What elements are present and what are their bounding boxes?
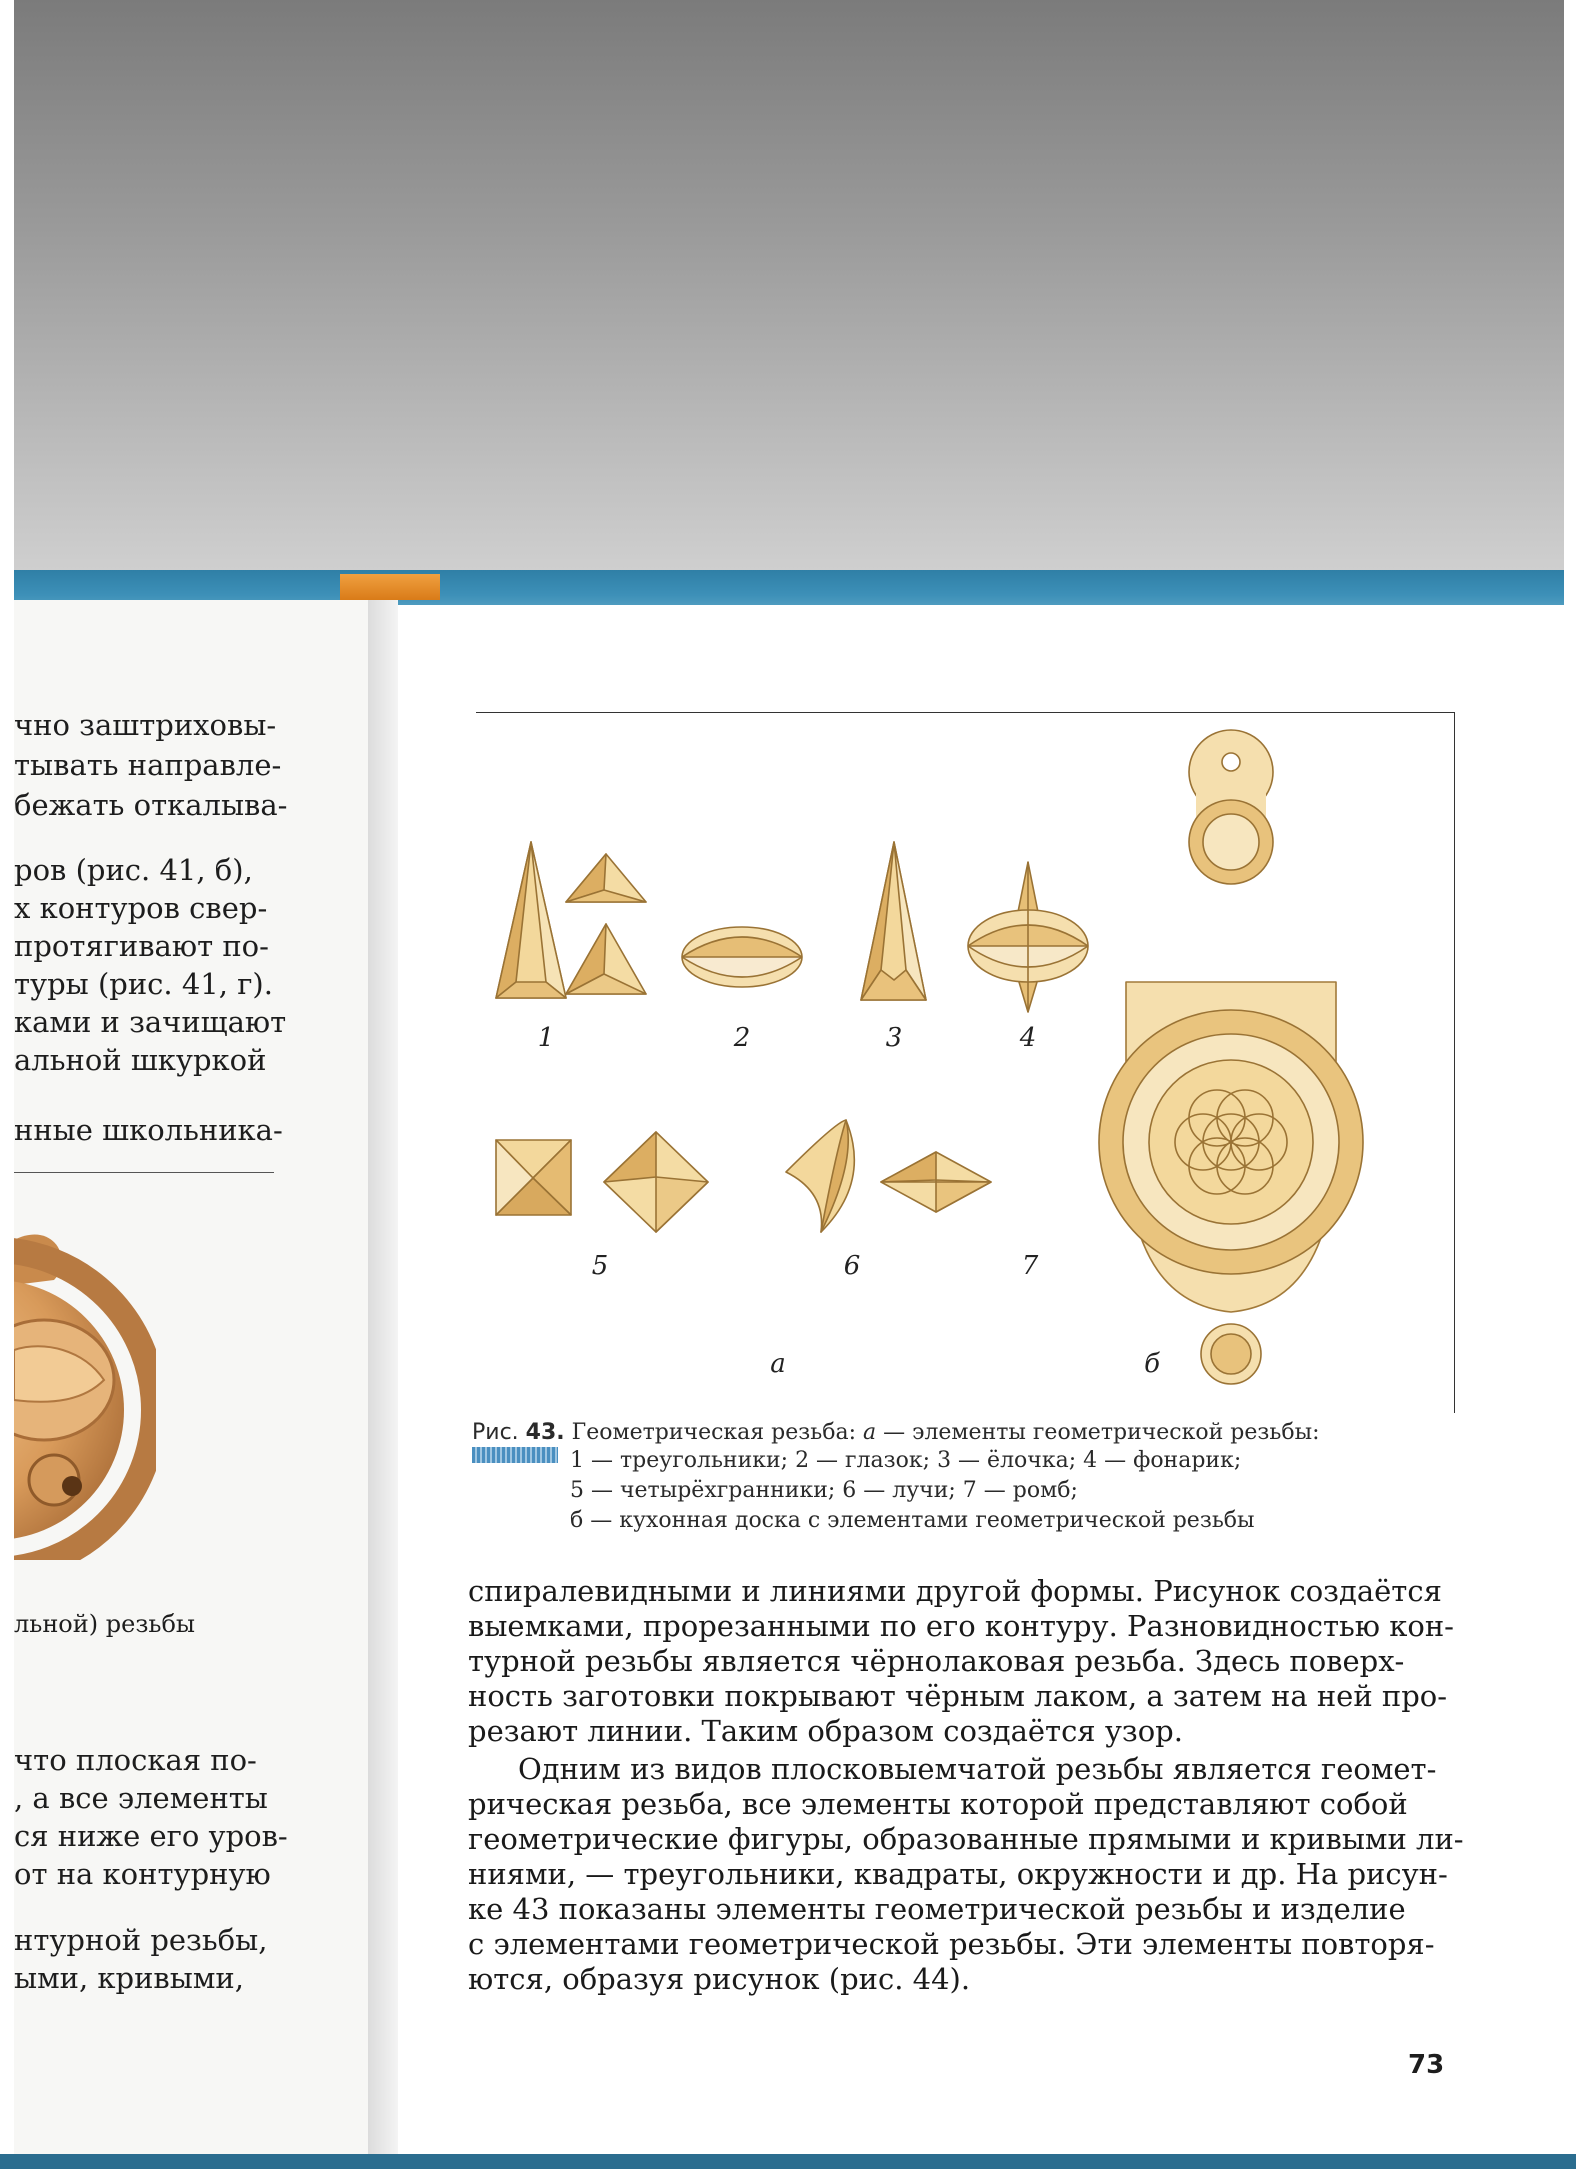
panel-b-label: б [1144,1349,1160,1379]
element-label-6: 6 [843,1251,861,1281]
body-line: ность заготовки покрывают чёрным лаком, а затем на ней про- [468,1679,1448,1713]
left-text-line: ками и зачищают [14,1005,287,1039]
element-fir [861,842,926,1000]
element-eye [682,927,802,987]
top-shadow [14,0,1564,570]
body-line: Одним из видов плосковыемчатой резьбы является геомет- [518,1752,1437,1786]
element-label-2: 2 [733,1023,751,1053]
caption-accent-bar [472,1447,558,1463]
element-label-7: 7 [1021,1251,1039,1281]
left-text-line: туры (рис. 41, г). [14,967,273,1001]
left-text-line: нные школьника- [14,1113,283,1147]
caption-number: 43. [525,1420,565,1445]
book-gutter [368,600,398,2169]
figure-43-illustration [476,712,1456,1412]
element-label-5: 5 [591,1251,609,1281]
body-line: геометрические фигуры, образованные прямыми и кривыми ли- [468,1822,1464,1856]
body-line: спиралевидными и линиями другой формы. Рисунок создаётся [468,1574,1442,1608]
caption-line: б — кухонная доска с элементами геометрической резьбы [570,1508,1255,1533]
body-line: ниями, — треугольники, квадраты, окружности и др. На рисун- [468,1857,1448,1891]
left-text-line: ся ниже его уров- [14,1819,288,1853]
left-text-line: ров (рис. 41, б), [14,853,253,887]
kitchen-board [1099,730,1363,1384]
element-label-1: 1 [537,1023,555,1053]
figure-caption-title [472,1418,1320,1448]
left-text-line: х контуров свер- [14,891,268,925]
bookmark-ribbon [340,574,440,600]
left-text-line: чно заштриховы- [14,708,277,742]
element-four-sided [496,1132,708,1232]
caption-line: 5 — четырёхгранники; 6 — лучи; 7 — ромб; [570,1478,1078,1503]
left-image-caption: льной) резьбы [14,1610,196,1638]
left-text-line: что плоская по- [14,1743,257,1777]
left-text-line: ыми, кривыми, [14,1961,244,1995]
left-text-line: бежать откалыва- [14,788,288,822]
element-label-4: 4 [1019,1023,1037,1053]
body-line: ке 43 показаны элементы геометрической резьбы и изделие [468,1892,1406,1926]
element-triangles [496,842,646,998]
left-text-line: альной шкуркой [14,1043,267,1077]
element-rhombus [881,1152,991,1212]
page-number: 73 [1408,2050,1445,2080]
caption-a-text: — элементы геометрической резьбы: [883,1420,1320,1445]
element-label-3: 3 [885,1023,903,1053]
caption-prefix: Рис. [472,1420,519,1445]
caption-line: 1 — треугольники; 2 — глазок; 3 — ёлочка; 4 — фонарик; [570,1448,1242,1473]
left-divider [14,1172,274,1173]
bottom-edge [0,2154,1576,2169]
left-text-line: от на контурную [14,1857,271,1891]
body-line: резают линии. Таким образом создаётся узор. [468,1714,1183,1748]
left-text-line: тывать направле- [14,748,282,782]
body-line: с элементами геометрической резьбы. Эти элементы повторя- [468,1927,1435,1961]
left-text-line: , а все элементы [14,1781,268,1815]
body-line: выемками, прорезанными по его контуру. Разновидностью кон- [468,1609,1454,1643]
body-line: рическая резьба, все элементы которой представляют собой [468,1787,1408,1821]
left-text-line: нтурной резьбы, [14,1923,268,1957]
caption-a-key: а [863,1420,877,1445]
body-line: турной резьбы является чёрнолаковая резьба. Здесь поверх- [468,1644,1405,1678]
caption-title: Геометрическая резьба: [571,1420,856,1445]
panel-a-label: а [770,1349,786,1379]
element-lantern [968,862,1088,1012]
element-ray [786,1120,854,1232]
left-text-line: протягивают по- [14,929,269,963]
body-line: ются, образуя рисунок (рис. 44). [468,1962,971,1996]
carved-wood-photo [14,1230,156,1560]
